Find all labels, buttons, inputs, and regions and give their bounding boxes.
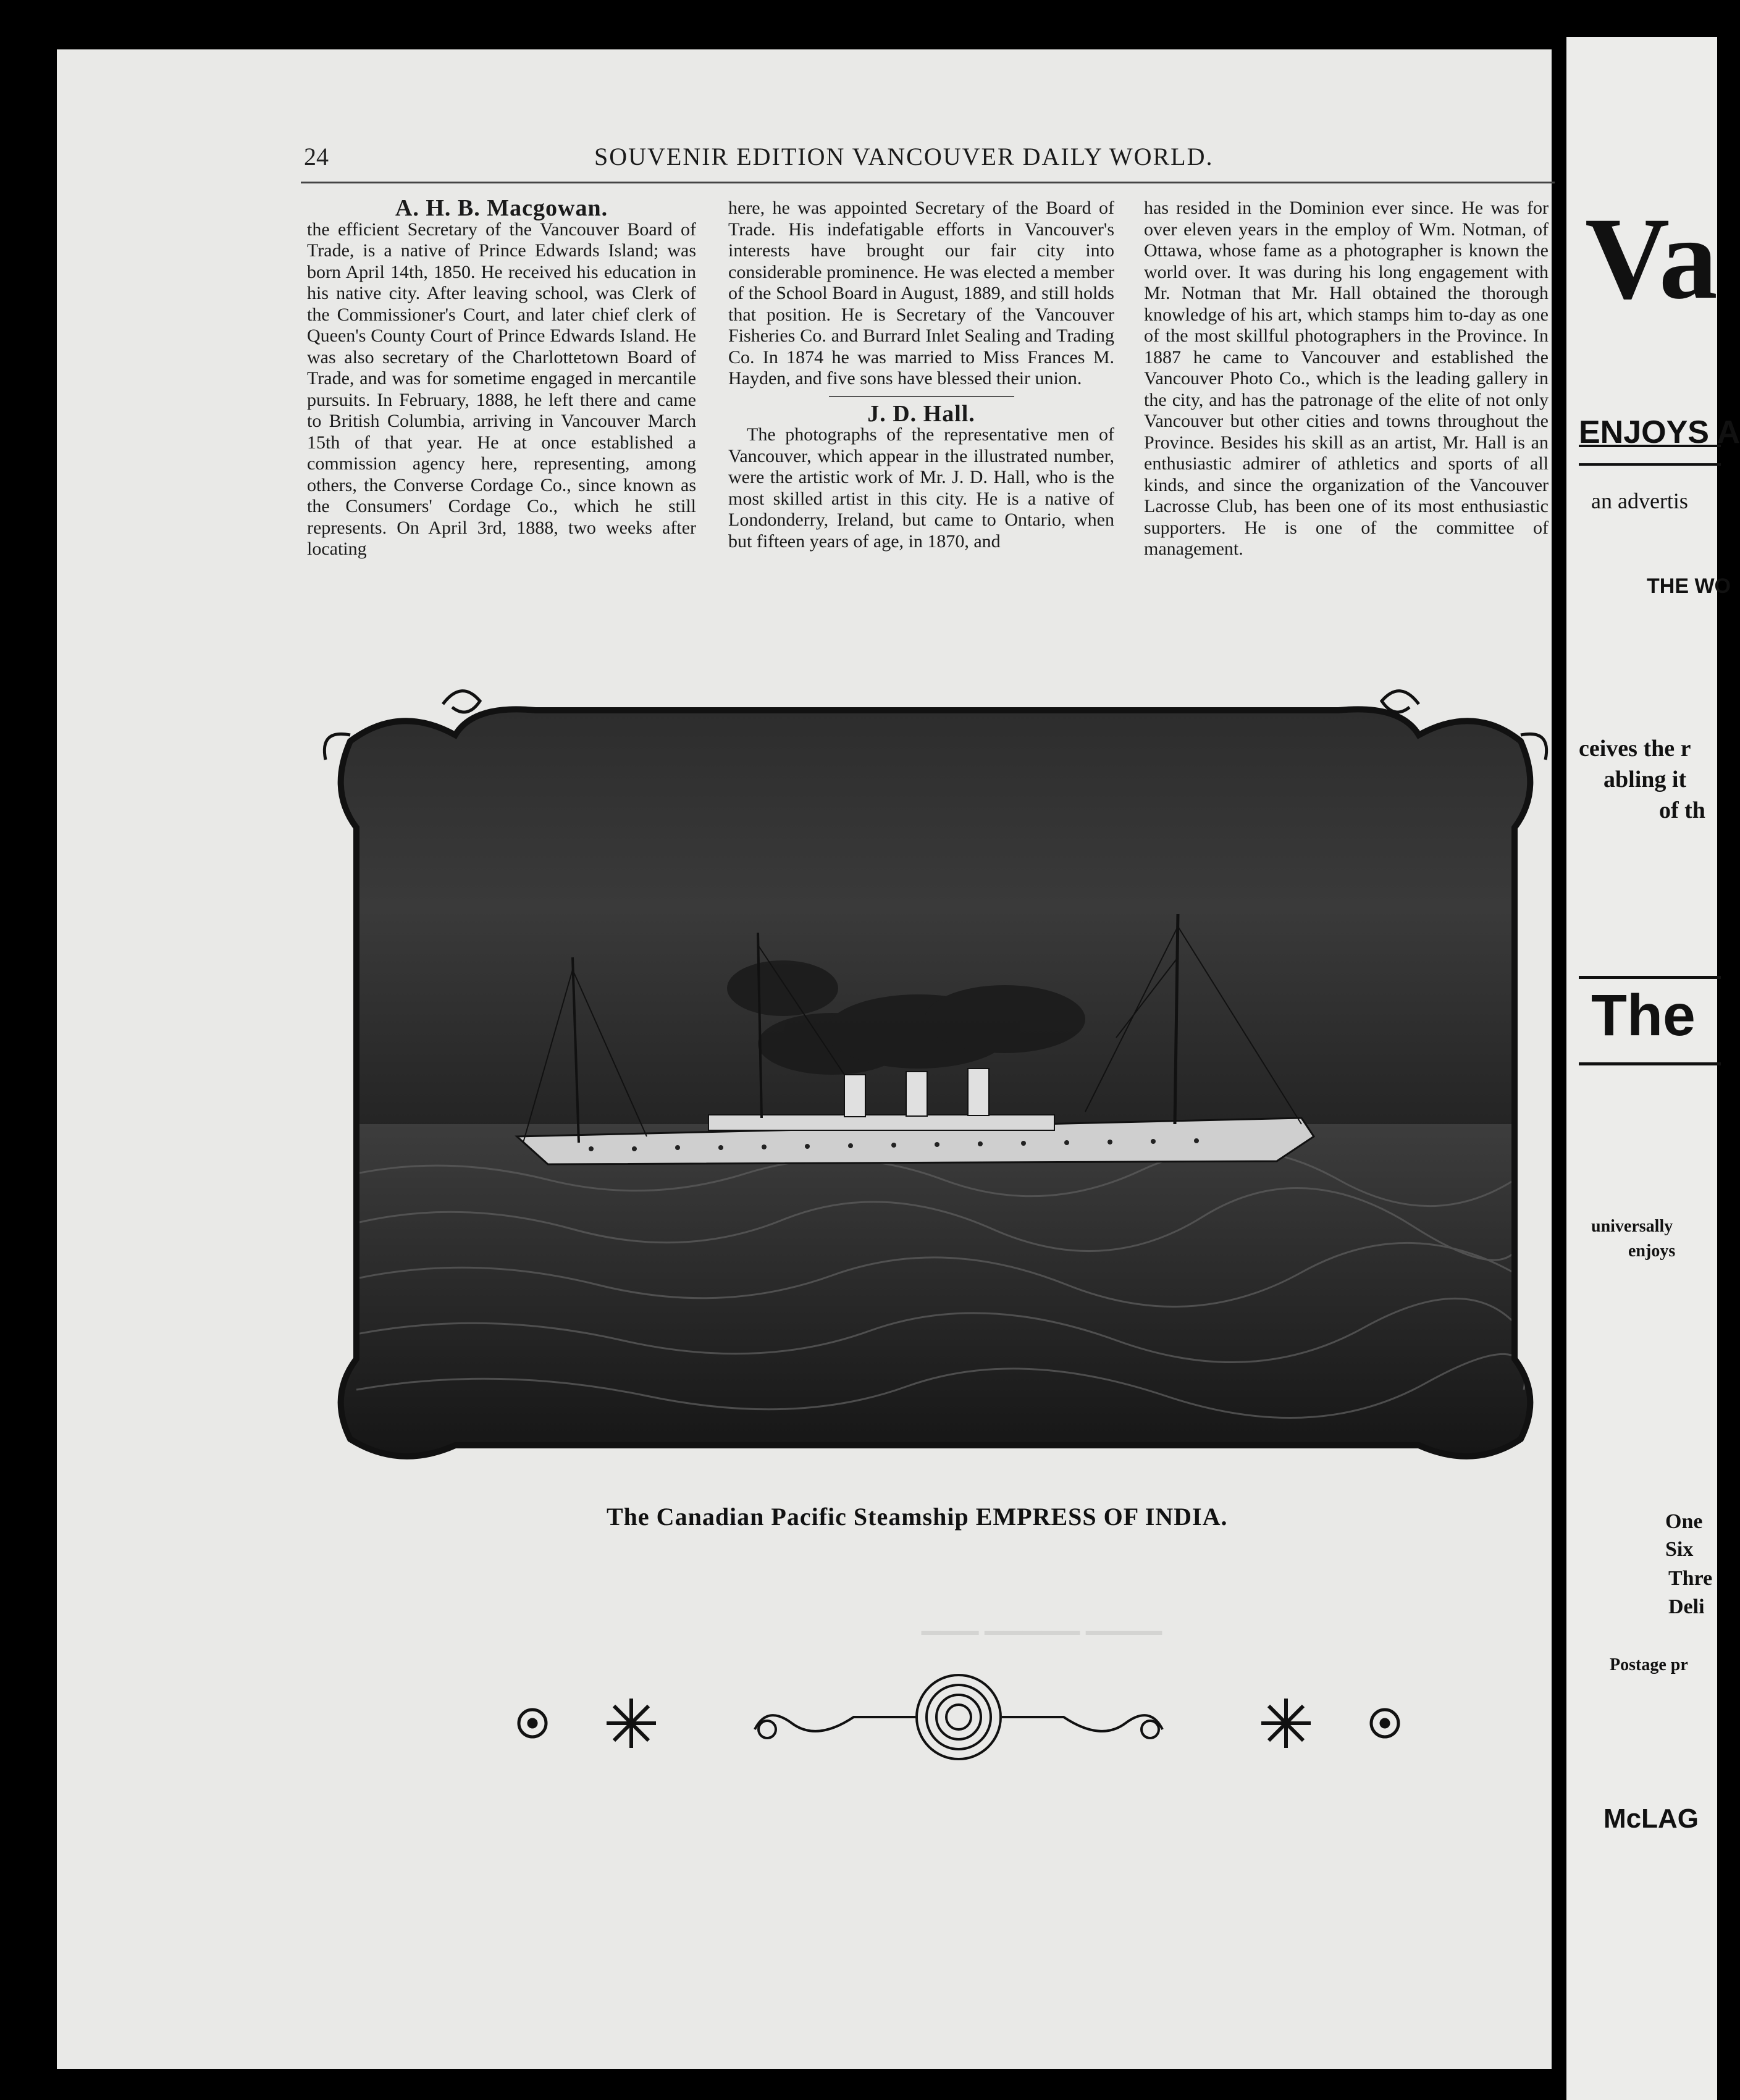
- page-number: 24: [304, 143, 329, 170]
- abling-fragment: abling it: [1603, 766, 1687, 792]
- ceives-fragment: ceives the r: [1579, 736, 1691, 762]
- article-heading-hall: J. D. Hall.: [867, 400, 975, 427]
- decorative-ornament: [508, 1674, 1434, 1773]
- article-body-hall-part2: has resided in the Dominion ever since. He was for over eleven years in the employ of Wm. Notman, of Ottawa, whose fame as a photographer is known the world over. It was during his long engagement with Mr. Notman that Mr. Hall obtained the thorough knowledge of his art, which stamps him to-day as one of the most skillful photographers in the Province. In 1887 he came to Vancouver and established the Vancouver Photo Co., which is the leading gallery in the city, and has the patronage of the elite of not only Vancouver but other cities and towns throughout the Province. Besides his skill as an artist, Mr. Hall is an enthusiastic admirer of athletics and sports of all kinds, and since the organization of the Vancouver Lacrosse Club, has been one of its most enthusiastic supporters. He is one of the committee of management.: [1144, 198, 1549, 559]
- universally-fragment: universally: [1591, 1217, 1673, 1236]
- column-2: [728, 198, 1114, 552]
- column-divider: [829, 396, 1014, 397]
- newspaper-page: [57, 49, 1552, 2069]
- mclag-fragment: McLAG: [1603, 1804, 1699, 1834]
- the-wo-fragment: THE WO: [1647, 574, 1731, 598]
- the-fragment: The: [1591, 983, 1696, 1048]
- steamship-illustration: [313, 667, 1558, 1489]
- one-fragment: One: [1665, 1510, 1703, 1533]
- masthead-fragment: Va: [1585, 194, 1718, 324]
- of-th-fragment: of th: [1659, 797, 1705, 823]
- header-rule: [301, 182, 1555, 183]
- postage-fragment: Postage pr: [1610, 1655, 1688, 1674]
- six-fragment: Six: [1665, 1538, 1694, 1561]
- adjacent-page: [1566, 37, 1740, 2100]
- page-header: [57, 142, 1552, 179]
- rule: [1579, 1062, 1721, 1065]
- column-1: [307, 195, 696, 560]
- rule: [1579, 463, 1721, 466]
- illustration-caption: The Canadian Pacific Steamship EMPRESS OF INDIA.: [607, 1503, 1228, 1531]
- rule: [1579, 976, 1721, 979]
- article-body-hall-part1: The photographs of the representative men of Vancouver, which appear in the illustrated number, were the artistic work of Mr. J. D. Hall, who is the most skilled artist in this city. He is a native of Londonderry, Ireland, but came to Ontario, when but fifteen years of age, in 1870, and: [728, 424, 1114, 552]
- bleed-through-text: ▁▁▁ ▁▁▁▁▁ ▁▁▁▁: [922, 1606, 1162, 1634]
- column-3: [1144, 198, 1549, 560]
- running-title: SOUVENIR EDITION VANCOUVER DAILY WORLD.: [594, 143, 1214, 170]
- enjoys-fragment: ENJOYS A: [1579, 414, 1740, 450]
- enjoys-small-fragment: enjoys: [1628, 1241, 1676, 1261]
- article-body-macgowan-part2: here, he was appointed Secretary of the Board of Trade. His indefatigable efforts in Vancouver's interests have brought our fair city into considerable prominence. He was elected a member of the School Board in August, 1889, and still holds that position. He is Secretary of the Vancouver Fisheries Co. and Burrard Inlet Sealing and Trading Co. In 1874 he was married to Miss Frances M. Hayden, and five sons have blessed their union.: [728, 198, 1114, 388]
- advertis-fragment: an advertis: [1591, 489, 1688, 513]
- deli-fragment: Deli: [1668, 1595, 1705, 1618]
- article-body-macgowan-part1: the efficient Secretary of the Vancouver Board of Trade, is a native of Prince Edwards Island; was born April 14th, 1850. He received his education in his native city. After leaving school, was Clerk of the Commissioner's Court, and later chief clerk of Queen's County Court of Prince Edwards Island. He was also secretary of the Charlottetown Board of Trade, and was for sometime engaged in mercantile pursuits. In February, 1888, he left there and came to British Columbia, arriving in Vancouver March 15th of that year. He at once established a commission agency here, representing, among others, the Converse Cordage Co., since known as the Consumers' Cordage Co., which he still represents. On April 3rd, 1888, two weeks after locating: [307, 219, 696, 559]
- thre-fragment: Thre: [1668, 1567, 1713, 1590]
- article-heading-macgowan: A. H. B. Macgowan.: [395, 195, 608, 221]
